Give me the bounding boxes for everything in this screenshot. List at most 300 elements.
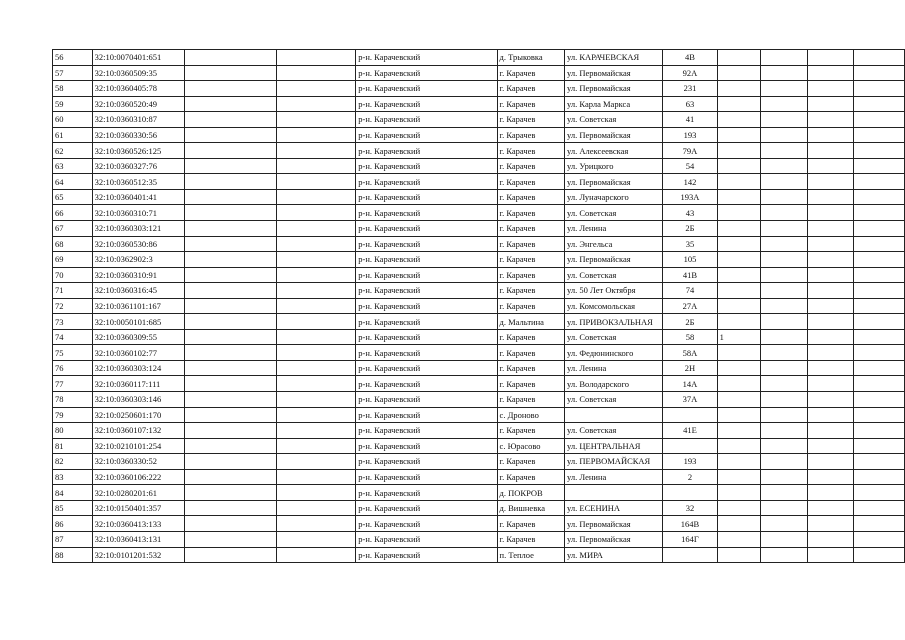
district-cell: р-н. Карачевский [356,252,497,268]
locality-cell: г. Карачев [497,454,564,470]
house-number-cell: 58 [663,329,717,345]
empty-cell [761,221,807,237]
extra-cell [717,112,761,128]
empty-cell [761,81,807,97]
district-cell: р-н. Карачевский [356,158,497,174]
cadastral-number-cell: 32:10:0360327:76 [92,158,184,174]
cadastral-number-cell: 32:10:0280201:61 [92,485,184,501]
cadastral-number-cell: 32:10:0360303:124 [92,360,184,376]
empty-cell [184,345,276,361]
empty-cell [854,298,905,314]
street-cell: ул. Алексеевская [565,143,663,159]
house-number-cell: 74 [663,283,717,299]
cadastral-number-cell: 32:10:0360106:222 [92,469,184,485]
locality-cell: г. Карачев [497,205,564,221]
cadastral-number-cell: 32:10:0361101:167 [92,298,184,314]
table-row [53,65,905,81]
locality-cell: г. Карачев [497,221,564,237]
row-number-cell: 57 [53,65,93,81]
empty-cell [854,189,905,205]
row-number-cell: 76 [53,360,93,376]
cadastral-number-cell: 32:10:0360316:45 [92,283,184,299]
house-number-cell: 27А [663,298,717,314]
locality-cell: г. Карачев [497,158,564,174]
empty-cell [761,189,807,205]
extra-cell [717,174,761,190]
house-number-cell [663,438,717,454]
empty-cell [184,267,276,283]
cadastral-number-cell: 32:10:0360530:86 [92,236,184,252]
empty-cell [276,423,355,439]
empty-cell [854,236,905,252]
house-number-cell: 54 [663,158,717,174]
table-row [53,516,905,532]
street-cell: ул. Первомайская [565,174,663,190]
row-number-cell: 86 [53,516,93,532]
street-cell: ул. Первомайская [565,65,663,81]
empty-cell [761,205,807,221]
empty-cell [184,112,276,128]
table-row [53,454,905,470]
table-row [53,189,905,205]
empty-cell [807,345,853,361]
row-number-cell: 77 [53,376,93,392]
empty-cell [276,407,355,423]
empty-cell [854,221,905,237]
district-cell: р-н. Карачевский [356,516,497,532]
locality-cell: д. Вишневка [497,500,564,516]
empty-cell [761,143,807,159]
empty-cell [276,189,355,205]
empty-cell [761,267,807,283]
locality-cell: г. Карачев [497,236,564,252]
table-row [53,500,905,516]
empty-cell [184,314,276,330]
empty-cell [854,96,905,112]
house-number-cell: 37А [663,392,717,408]
empty-cell [854,531,905,547]
empty-cell [854,392,905,408]
empty-cell [854,469,905,485]
empty-cell [761,516,807,532]
locality-cell: г. Карачев [497,65,564,81]
row-number-cell: 63 [53,158,93,174]
empty-cell [184,127,276,143]
empty-cell [184,485,276,501]
district-cell: р-н. Карачевский [356,96,497,112]
house-number-cell [663,485,717,501]
empty-cell [854,65,905,81]
row-number-cell: 72 [53,298,93,314]
empty-cell [276,174,355,190]
extra-cell [717,252,761,268]
table-row [53,360,905,376]
empty-cell [761,127,807,143]
house-number-cell: 32 [663,500,717,516]
empty-cell [854,127,905,143]
table-row [53,143,905,159]
extra-cell [717,407,761,423]
empty-cell [276,345,355,361]
empty-cell [807,454,853,470]
row-number-cell: 87 [53,531,93,547]
empty-cell [761,454,807,470]
empty-cell [807,112,853,128]
empty-cell [854,485,905,501]
empty-cell [807,158,853,174]
street-cell: ул. Урицкого [565,158,663,174]
empty-cell [854,547,905,563]
locality-cell: д. Мальтина [497,314,564,330]
empty-cell [184,174,276,190]
empty-cell [807,500,853,516]
table-row [53,112,905,128]
table-row [53,158,905,174]
extra-cell [717,283,761,299]
table-row [53,329,905,345]
table-row [53,407,905,423]
house-number-cell: 193 [663,127,717,143]
extra-cell: 1 [717,329,761,345]
empty-cell [276,96,355,112]
empty-cell [854,407,905,423]
empty-cell [184,516,276,532]
empty-cell [184,96,276,112]
locality-cell: г. Карачев [497,329,564,345]
extra-cell [717,516,761,532]
extra-cell [717,423,761,439]
house-number-cell: 58А [663,345,717,361]
empty-cell [854,500,905,516]
empty-cell [807,143,853,159]
extra-cell [717,205,761,221]
house-number-cell: 2Б [663,314,717,330]
empty-cell [184,547,276,563]
row-number-cell: 84 [53,485,93,501]
table-row [53,531,905,547]
district-cell: р-н. Карачевский [356,298,497,314]
row-number-cell: 56 [53,50,93,66]
cadastral-number-cell: 32:10:0360117:111 [92,376,184,392]
table-row [53,345,905,361]
street-cell [565,485,663,501]
extra-cell [717,298,761,314]
district-cell: р-н. Карачевский [356,392,497,408]
empty-cell [184,392,276,408]
empty-cell [761,407,807,423]
table-row [53,205,905,221]
locality-cell: г. Карачев [497,283,564,299]
row-number-cell: 75 [53,345,93,361]
locality-cell: г. Карачев [497,252,564,268]
empty-cell [761,360,807,376]
empty-cell [761,547,807,563]
empty-cell [761,174,807,190]
empty-cell [184,531,276,547]
extra-cell [717,360,761,376]
locality-cell: с. Юрасово [497,438,564,454]
cadastral-number-cell: 32:10:0360413:131 [92,531,184,547]
row-number-cell: 67 [53,221,93,237]
empty-cell [807,298,853,314]
empty-cell [761,485,807,501]
district-cell: р-н. Карачевский [356,360,497,376]
cadastral-number-cell: 32:10:0360310:91 [92,267,184,283]
empty-cell [184,252,276,268]
empty-cell [807,531,853,547]
empty-cell [854,267,905,283]
empty-cell [184,298,276,314]
empty-cell [807,547,853,563]
empty-cell [276,485,355,501]
empty-cell [184,469,276,485]
empty-cell [184,376,276,392]
street-cell: ул. Первомайская [565,127,663,143]
house-number-cell: 142 [663,174,717,190]
table-row [53,127,905,143]
empty-cell [807,283,853,299]
empty-cell [854,360,905,376]
district-cell: р-н. Карачевский [356,376,497,392]
empty-cell [761,236,807,252]
extra-cell [717,345,761,361]
table-row [53,423,905,439]
empty-cell [854,314,905,330]
house-number-cell: 193А [663,189,717,205]
empty-cell [761,65,807,81]
empty-cell [761,158,807,174]
district-cell: р-н. Карачевский [356,127,497,143]
district-cell: р-н. Карачевский [356,547,497,563]
district-cell: р-н. Карачевский [356,65,497,81]
locality-cell: г. Карачев [497,81,564,97]
table-row [53,236,905,252]
empty-cell [184,438,276,454]
empty-cell [854,329,905,345]
house-number-cell: 105 [663,252,717,268]
row-number-cell: 71 [53,283,93,299]
locality-cell: г. Карачев [497,96,564,112]
cadastral-number-cell: 32:10:0360526:125 [92,143,184,159]
empty-cell [807,174,853,190]
locality-cell: г. Карачев [497,516,564,532]
empty-cell [807,329,853,345]
table-row [53,469,905,485]
empty-cell [184,65,276,81]
street-cell: ул. Энгельса [565,236,663,252]
street-cell: ул. Карла Маркса [565,96,663,112]
house-number-cell [663,547,717,563]
empty-cell [854,438,905,454]
cadastral-number-cell: 32:10:0070401:651 [92,50,184,66]
table-row [53,96,905,112]
property-table [52,49,905,563]
row-number-cell: 81 [53,438,93,454]
street-cell: ул. ПРИВОКЗАЛЬНАЯ [565,314,663,330]
street-cell: ул. ЕСЕНИНА [565,500,663,516]
district-cell: р-н. Карачевский [356,423,497,439]
empty-cell [761,283,807,299]
empty-cell [761,298,807,314]
house-number-cell: 35 [663,236,717,252]
district-cell: р-н. Карачевский [356,469,497,485]
street-cell: ул. Комсомольская [565,298,663,314]
locality-cell: г. Карачев [497,392,564,408]
empty-cell [276,283,355,299]
empty-cell [276,112,355,128]
empty-cell [276,65,355,81]
cadastral-number-cell: 32:10:0360512:35 [92,174,184,190]
empty-cell [854,205,905,221]
empty-cell [854,376,905,392]
empty-cell [854,81,905,97]
district-cell: р-н. Карачевский [356,345,497,361]
cadastral-number-cell: 32:10:0360520:49 [92,96,184,112]
cadastral-number-cell: 32:10:0150401:357 [92,500,184,516]
table-row [53,547,905,563]
table-row [53,283,905,299]
extra-cell [717,438,761,454]
extra-cell [717,376,761,392]
locality-cell: п. Теплое [497,547,564,563]
cadastral-number-cell: 32:10:0360309:55 [92,329,184,345]
district-cell: р-н. Карачевский [356,143,497,159]
row-number-cell: 59 [53,96,93,112]
empty-cell [761,314,807,330]
empty-cell [184,143,276,159]
locality-cell: д. ПОКРОВ [497,485,564,501]
table-row [53,392,905,408]
empty-cell [854,516,905,532]
locality-cell: с. Дроново [497,407,564,423]
district-cell: р-н. Карачевский [356,485,497,501]
empty-cell [276,158,355,174]
street-cell: ул. Ленина [565,221,663,237]
row-number-cell: 85 [53,500,93,516]
empty-cell [807,221,853,237]
empty-cell [807,314,853,330]
row-number-cell: 65 [53,189,93,205]
district-cell: р-н. Карачевский [356,205,497,221]
street-cell: ул. Первомайская [565,252,663,268]
empty-cell [276,376,355,392]
empty-cell [761,252,807,268]
street-cell: ул. ЦЕНТРАЛЬНАЯ [565,438,663,454]
empty-cell [807,407,853,423]
empty-cell [854,454,905,470]
empty-cell [184,236,276,252]
row-number-cell: 88 [53,547,93,563]
empty-cell [276,50,355,66]
empty-cell [807,438,853,454]
table-row [53,376,905,392]
row-number-cell: 80 [53,423,93,439]
locality-cell: г. Карачев [497,360,564,376]
house-number-cell: 164Г [663,531,717,547]
extra-cell [717,547,761,563]
empty-cell [807,205,853,221]
row-number-cell: 60 [53,112,93,128]
house-number-cell: 43 [663,205,717,221]
row-number-cell: 70 [53,267,93,283]
cadastral-number-cell: 32:10:0360303:121 [92,221,184,237]
cadastral-number-cell: 32:10:0360330:56 [92,127,184,143]
cadastral-number-cell: 32:10:0250601:170 [92,407,184,423]
empty-cell [761,392,807,408]
empty-cell [807,189,853,205]
locality-cell: г. Карачев [497,189,564,205]
cadastral-number-cell: 32:10:0362902:3 [92,252,184,268]
extra-cell [717,143,761,159]
empty-cell [184,500,276,516]
empty-cell [761,112,807,128]
street-cell: ул. 50 Лет Октября [565,283,663,299]
street-cell: ул. Федюнинского [565,345,663,361]
district-cell: р-н. Карачевский [356,438,497,454]
empty-cell [807,360,853,376]
row-number-cell: 62 [53,143,93,159]
district-cell: р-н. Карачевский [356,189,497,205]
empty-cell [184,221,276,237]
row-number-cell: 82 [53,454,93,470]
empty-cell [276,360,355,376]
empty-cell [276,143,355,159]
table-row [53,81,905,97]
cadastral-number-cell: 32:10:0360310:87 [92,112,184,128]
empty-cell [761,500,807,516]
empty-cell [184,360,276,376]
cadastral-number-cell: 32:10:0360102:77 [92,345,184,361]
street-cell: ул. Первомайская [565,516,663,532]
cadastral-number-cell: 32:10:0210101:254 [92,438,184,454]
house-number-cell: 92А [663,65,717,81]
empty-cell [854,158,905,174]
empty-cell [184,329,276,345]
extra-cell [717,50,761,66]
empty-cell [276,205,355,221]
locality-cell: г. Карачев [497,423,564,439]
empty-cell [761,531,807,547]
street-cell: ул. Советская [565,267,663,283]
empty-cell [761,50,807,66]
district-cell: р-н. Карачевский [356,50,497,66]
district-cell: р-н. Карачевский [356,531,497,547]
empty-cell [184,81,276,97]
extra-cell [717,221,761,237]
district-cell: р-н. Карачевский [356,329,497,345]
empty-cell [276,438,355,454]
district-cell: р-н. Карачевский [356,112,497,128]
extra-cell [717,500,761,516]
empty-cell [276,314,355,330]
empty-cell [807,392,853,408]
district-cell: р-н. Карачевский [356,236,497,252]
empty-cell [184,423,276,439]
empty-cell [854,283,905,299]
extra-cell [717,485,761,501]
empty-cell [276,547,355,563]
extra-cell [717,158,761,174]
empty-cell [807,423,853,439]
empty-cell [854,174,905,190]
empty-cell [854,423,905,439]
district-cell: р-н. Карачевский [356,314,497,330]
district-cell: р-н. Карачевский [356,454,497,470]
empty-cell [807,81,853,97]
cadastral-number-cell: 32:10:0360413:133 [92,516,184,532]
row-number-cell: 79 [53,407,93,423]
table-row [53,50,905,66]
